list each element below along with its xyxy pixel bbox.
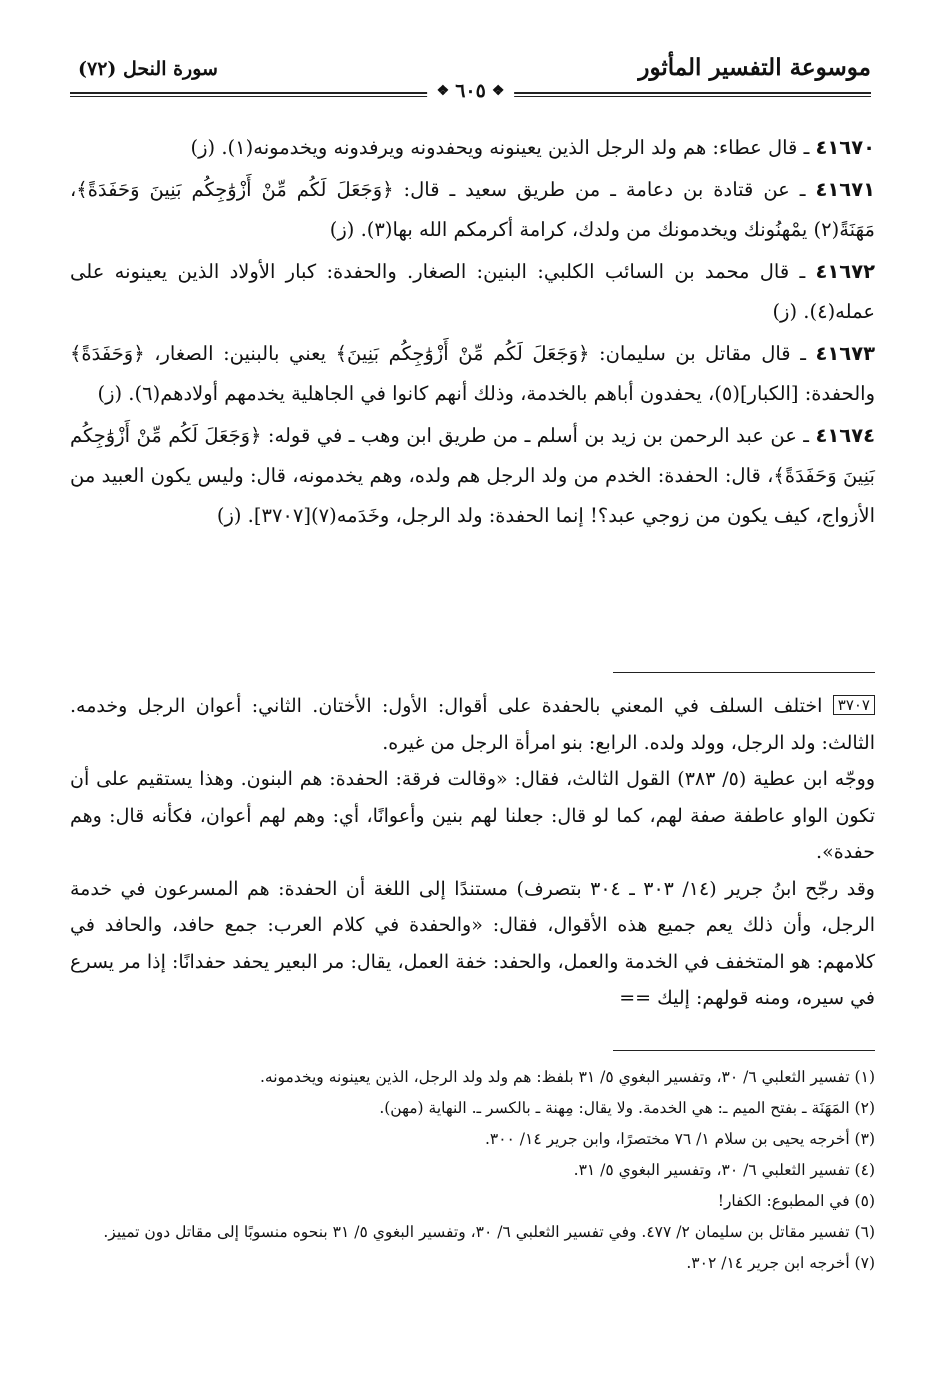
surah-label: سورة النحل (٧٢) <box>78 58 218 80</box>
main-text <box>70 128 875 538</box>
entry-number: ٤١٦٧٠ <box>815 136 875 159</box>
entry <box>70 416 875 536</box>
ornament-icon: ❖ <box>436 83 450 99</box>
page-header <box>70 52 871 108</box>
entry <box>70 170 875 250</box>
page-number-text: ٦٠٥ <box>455 80 486 102</box>
entry-number: ٤١٦٧٣ <box>815 342 876 365</box>
page-number <box>427 80 515 102</box>
entry-text: ـ قال مقاتل بن سليمان: ﴿وَجَعَلَ لَكُم مِّنْ أَزْوَٰجِكُم بَنِينَ﴾ يعني بالبنين: الصغار، ﴿وَحَفَدَةً﴾ والحفدة: [الكبار](٥)، يحفدون أباهم بالخدمة، وذلك أنهم كانوا في الجاهلية يخدمهم أولادهم(٦). (ز) <box>70 342 875 405</box>
entry-text: ـ قال محمد بن السائب الكلبي: البنين: الصغار. والحفدة: كبار الأولاد الذين يعينونه على عمله(٤). (ز) <box>70 260 875 323</box>
footnote: (٤) تفسير الثعلبي ٦/ ٣٠، وتفسير البغوي ٥/ ٣١. <box>573 1161 875 1179</box>
footnote: (٥) في المطبوع: الكفار! <box>717 1192 875 1210</box>
footnote: (٢) المَهَنَة ـ بفتح الميم ـ: هي الخدمة. ولا يقال: مِهنة ـ بالكسر ـ. النهاية (مهن). <box>379 1099 875 1117</box>
entry <box>70 128 875 168</box>
entry-number: ٤١٦٧١ <box>815 178 876 201</box>
commentary-text: اختلف السلف في المعني بالحفدة على أقوال: الأول: الأختان. الثاني: أعوان الرجل وخدمه. الثالث: ولد الرجل، وولد ولده. الرابع: بنو امرأة الرجل من غيره. <box>70 695 875 754</box>
footnotes <box>70 1062 875 1279</box>
commentary-box-label: ٣٧٠٧ <box>833 695 875 715</box>
entry <box>70 252 875 332</box>
footnote: (٣) أخرجه يحيى بن سلام ١/ ٧٦ مختصرًا، وابن جرير ١٤/ ٣٠٠. <box>484 1130 875 1148</box>
footnote: (١) تفسير الثعلبي ٦/ ٣٠، وتفسير البغوي ٥/ ٣١ بلفظ: هم ولد ولد الرجل، الذين يعينونه ويخدمونه. <box>259 1068 875 1086</box>
entry-text: ـ عن عبد الرحمن بن زيد بن أسلم ـ من طريق ابن وهب ـ في قوله: ﴿وَجَعَلَ لَكُم مِّنْ أَزْوَٰجِكُم بَنِينَ وَحَفَدَةً﴾، قال: الحفدة: الخدم من ولد الرجل هم ولده، وهم يخدمونه، قال: وليس يكون العبيد من الأزواج، كيف يكون من زوجي عبد؟! إنما الحفدة: ولد الرجل، وخَدَمه(٧)[٣٧٠٧]. (ز) <box>70 424 875 527</box>
footnote: (٧) أخرجه ابن جرير ١٤/ ٣٠٢. <box>686 1254 875 1272</box>
footnote-separator <box>613 1050 875 1051</box>
entry-text: ـ عن قتادة بن دعامة ـ من طريق سعيد ـ قال: ﴿وَجَعَلَ لَكُم مِّنْ أَزْوَٰجِكُم بَنِينَ وَحَفَدَةً﴾، مَهَنَةً(٢) يمْهنُونك ويخدمونك من ولدك، كرامة أكرمكم الله بها(٣). (ز) <box>70 178 875 241</box>
entry <box>70 334 875 414</box>
commentary-paragraph: ووجّه ابن عطية (٥/ ٣٨٣) القول الثالث، فقال: «وقالت فرقة: الحفدة: هم البنون. وهذا يستقيم على أن تكون الواو عاطفة صفة لهم، كما لو قال: جعلنا لهم بنين وأعوانًا، أي: وهم لهم أعوان، فكأنه قال: وهم حفدة». <box>70 768 876 863</box>
commentary-block <box>70 688 875 1017</box>
commentary-separator <box>613 672 875 673</box>
ornament-icon: ❖ <box>491 83 505 99</box>
book-title: موسوعة التفسير المأثور <box>638 54 871 81</box>
entry-number: ٤١٦٧٢ <box>815 260 876 283</box>
entry-number: ٤١٦٧٤ <box>815 424 876 447</box>
entry-text: ـ قال عطاء: هم ولد الرجل الذين يعينونه ويحفدونه ويرفدونه ويخدمونه(١). (ز) <box>190 136 810 159</box>
commentary-paragraph: وقد رجّح ابنُ جرير (١٤/ ٣٠٣ ـ ٣٠٤ بتصرف) مستندًا إلى اللغة أن الحفدة: هم المسرعون في خدمة الرجل، وأن ذلك يعم جميع هذه الأقوال، فقال: «والحفدة في كلام العرب: جمع حافد، والحافد في كلامهم: هو المتخفف في الخدمة والعمل، والحفد: خفة العمل، يقال: مر البعير يحفد حفدانًا: إذا مر يسرع في سيره، ومنه قولهم: إليك == <box>70 877 875 1009</box>
commentary-paragraph <box>70 688 875 761</box>
footnote: (٦) تفسير مقاتل بن سليمان ٢/ ٤٧٧. وفي تفسير الثعلبي ٦/ ٣٠، وتفسير البغوي ٥/ ٣١ بنحوه منسوبًا إلى مقاتل دون تمييز. <box>103 1223 875 1241</box>
